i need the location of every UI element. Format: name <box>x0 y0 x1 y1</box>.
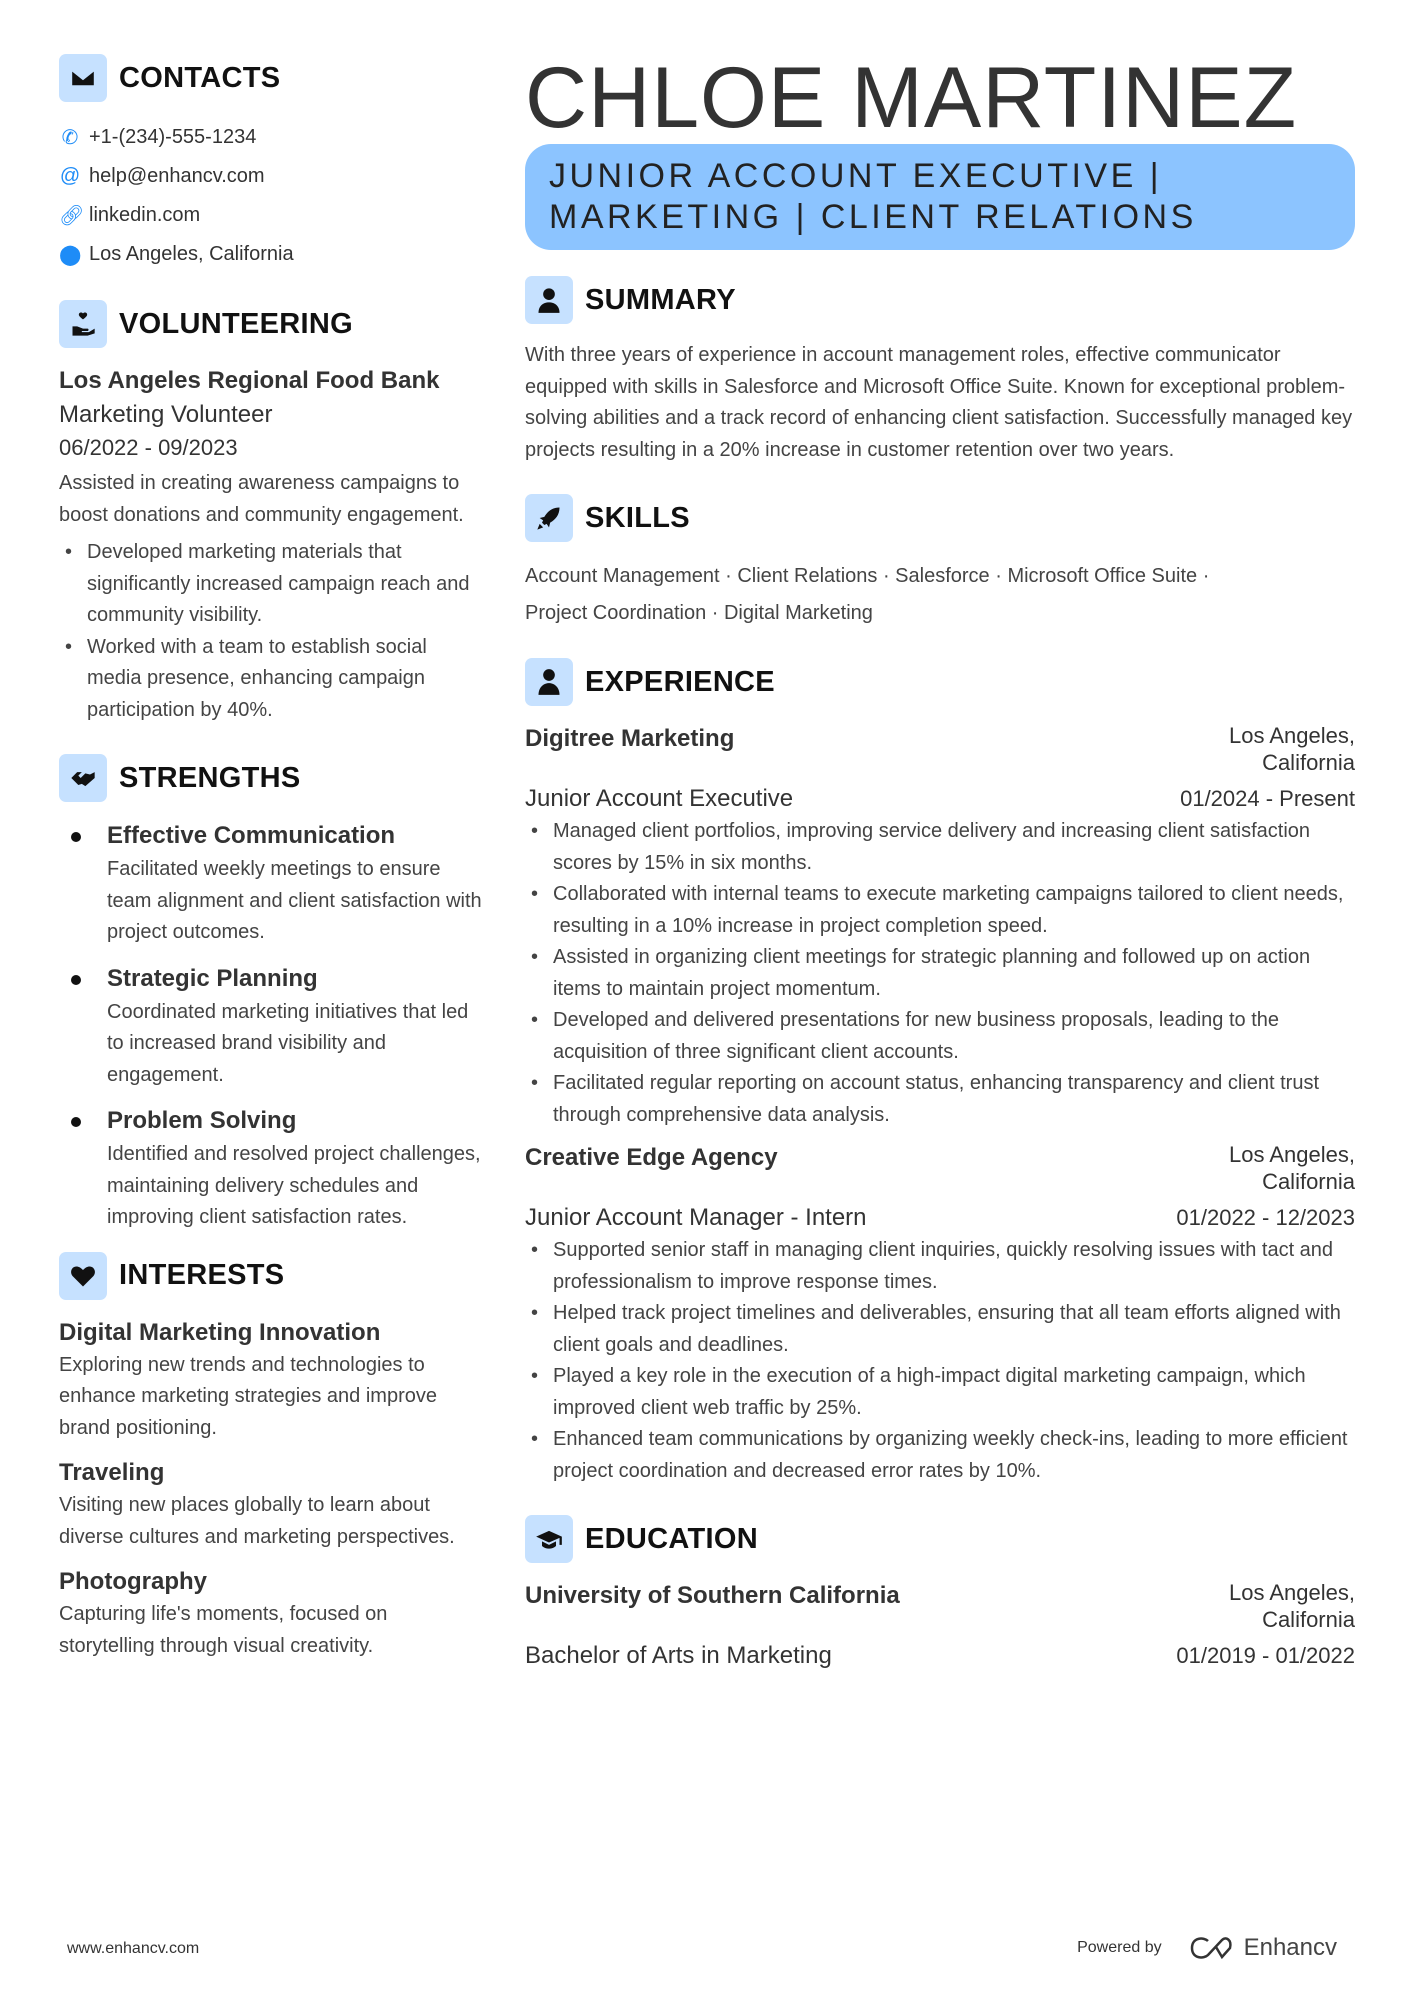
volunteer-role: Marketing Volunteer <box>59 401 273 428</box>
strength-title: Effective Communication <box>59 818 484 854</box>
contacts-header <box>59 54 484 102</box>
handshake-icon <box>59 754 107 802</box>
experience-item <box>525 722 1355 1131</box>
list-item: • Developed marketing materials that significantly increased campaign reach and community visibility. <box>59 537 484 632</box>
school-name: University of Southern California <box>525 1582 900 1609</box>
user-icon <box>525 276 573 324</box>
envelope-icon <box>59 54 107 102</box>
interest-title: Digital Marketing Innovation <box>59 1318 381 1346</box>
at-icon: @ <box>59 165 81 187</box>
experience-header <box>525 658 1355 706</box>
job-role: Junior Account Executive <box>525 785 794 812</box>
location-pin-icon: ⬤ <box>59 244 82 266</box>
volunteer-org: Los Angeles Regional Food Bank <box>59 367 440 394</box>
footer-powered <box>1077 1934 1337 1962</box>
job-dates: 01/2024 - Present <box>1180 786 1355 811</box>
strength-desc: Identified and resolved project challenges, maintaining delivery schedules and improving client satisfaction rates. <box>107 1143 481 1228</box>
job-dates: 01/2022 - 12/2023 <box>1176 1205 1355 1230</box>
strength-item <box>59 818 484 949</box>
volunteering-header <box>59 300 484 348</box>
list-item: • Managed client portfolios, improving service delivery and increasing client satisfaction scores by 15% in six months. <box>525 816 1355 879</box>
section-title: INTERESTS <box>119 1259 285 1291</box>
strength-item <box>59 961 484 1092</box>
strength-item <box>59 1103 484 1234</box>
section-title: STRENGTHS <box>119 761 301 794</box>
contact-phone <box>59 118 484 157</box>
interest-desc: Capturing life's moments, focused on storytelling through visual creativity. <box>59 1603 388 1657</box>
heart-icon <box>59 1252 107 1300</box>
link-icon: 🔗︎ <box>59 205 85 227</box>
volunteer-description: Assisted in creating awareness campaigns to boost donations and community engagement. <box>59 472 464 526</box>
left-column <box>59 54 484 1662</box>
contact-link[interactable] <box>59 196 484 235</box>
list-item: • Supported senior staff in managing client inquiries, quickly resolving issues with tact and professionalism to improve response times. <box>525 1235 1355 1298</box>
enhancv-logo-icon <box>1188 1935 1236 1961</box>
list-item: • Collaborated with internal teams to execute marketing campaigns tailored to client needs, resulting in a 10% increase in project completion speed. <box>525 879 1355 942</box>
graduation-cap-icon <box>525 1515 573 1563</box>
footer-website[interactable]: www.enhancv.com <box>67 1940 200 1957</box>
list-item: • Enhanced team communications by organizing weekly check-ins, leading to more efficient project coordination and decreased error rates by 10%. <box>525 1424 1355 1487</box>
list-item: • Played a key role in the execution of a high-impact digital marketing campaign, which improved client web traffic by 25%. <box>525 1361 1355 1424</box>
company-name: Digitree Marketing <box>525 725 735 752</box>
section-title: VOLUNTEERING <box>119 307 353 340</box>
phone-icon: ✆ <box>61 127 79 149</box>
job-title-banner: JUNIOR ACCOUNT EXECUTIVE | MARKETING | CLIENT RELATIONS <box>525 144 1355 250</box>
section-title: SKILLS <box>585 501 690 534</box>
job-role: Junior Account Manager - Intern <box>525 1204 867 1231</box>
strength-desc: Facilitated weekly meetings to ensure team alignment and client satisfaction with project outcomes. <box>107 858 482 943</box>
list-item: • Facilitated regular reporting on account status, enhancing transparency and client trust through comprehensive data analysis. <box>525 1068 1355 1131</box>
job-location: Los Angeles, California <box>1229 1142 1355 1194</box>
section-title: EXPERIENCE <box>585 665 775 698</box>
email-link[interactable]: help@enhancv.com <box>89 165 265 187</box>
contact-email[interactable] <box>59 157 484 196</box>
interest-desc: Visiting new places globally to learn about diverse cultures and marketing perspectives. <box>59 1494 455 1548</box>
skills-line: Account Management · Client Relations · Salesforce · Microsoft Office Suite · <box>525 565 1210 587</box>
contact-location <box>59 235 484 274</box>
summary-header <box>525 276 1355 324</box>
strength-title: Strategic Planning <box>59 961 484 997</box>
interest-title: Photography <box>59 1568 207 1595</box>
location-text: Los Angeles, California <box>89 243 294 265</box>
strength-title: Problem Solving <box>59 1103 484 1139</box>
powered-by-text: Powered by <box>1077 1939 1162 1956</box>
right-column <box>525 50 1355 1673</box>
linkedin-link[interactable]: linkedin.com <box>89 204 201 226</box>
list-item: • Helped track project timelines and deliverables, ensuring that all team efforts aligned with client goals and deadlines. <box>525 1298 1355 1361</box>
section-title: EDUCATION <box>585 1522 758 1555</box>
section-title: CONTACTS <box>119 61 281 94</box>
school-location: Los Angeles, California <box>1229 1580 1355 1632</box>
list-item: • Developed and delivered presentations for new business proposals, leading to the acquisition of three significant client accounts. <box>525 1005 1355 1068</box>
education-dates: 01/2019 - 01/2022 <box>1176 1643 1355 1668</box>
interest-title: Traveling <box>59 1459 165 1486</box>
rocket-icon <box>525 494 573 542</box>
brand-name: Enhancv <box>1243 1934 1337 1961</box>
education-header <box>525 1515 1355 1563</box>
experience-item <box>525 1141 1355 1487</box>
interests-header <box>59 1252 484 1300</box>
list-item: • Worked with a team to establish social media presence, enhancing campaign participation by 40%. <box>59 632 484 727</box>
summary-text: With three years of experience in account management roles, effective communicator equipped with skills in Salesforce and Microsoft Office Suite. Known for exceptional problem-solving abilities and a track record of enhancing client satisfaction. Successfully managed key projects resulting in a 20% increase in customer retention over two years. <box>525 344 1353 461</box>
degree: Bachelor of Arts in Marketing <box>525 1642 832 1669</box>
skills-line: Project Coordination · Digital Marketing <box>525 602 873 624</box>
interest-desc: Exploring new trends and technologies to enhance marketing strategies and improve brand positioning. <box>59 1353 437 1439</box>
section-title: SUMMARY <box>585 283 736 316</box>
hand-heart-icon <box>59 300 107 348</box>
company-name: Creative Edge Agency <box>525 1144 778 1171</box>
strength-desc: Coordinated marketing initiatives that led to increased brand visibility and engagement. <box>107 1000 469 1086</box>
briefcase-user-icon <box>525 658 573 706</box>
list-item: • Assisted in organizing client meetings for strategic planning and followed up on action items to maintain project momentum. <box>525 942 1355 1005</box>
phone-text: +1-(234)-555-1234 <box>89 126 257 148</box>
candidate-name: CHLOE MARTINEZ <box>525 50 1298 146</box>
volunteer-dates: 06/2022 - 09/2023 <box>59 435 238 460</box>
skills-header <box>525 494 1355 542</box>
job-location: Los Angeles, California <box>1229 723 1355 775</box>
strengths-header <box>59 754 484 802</box>
